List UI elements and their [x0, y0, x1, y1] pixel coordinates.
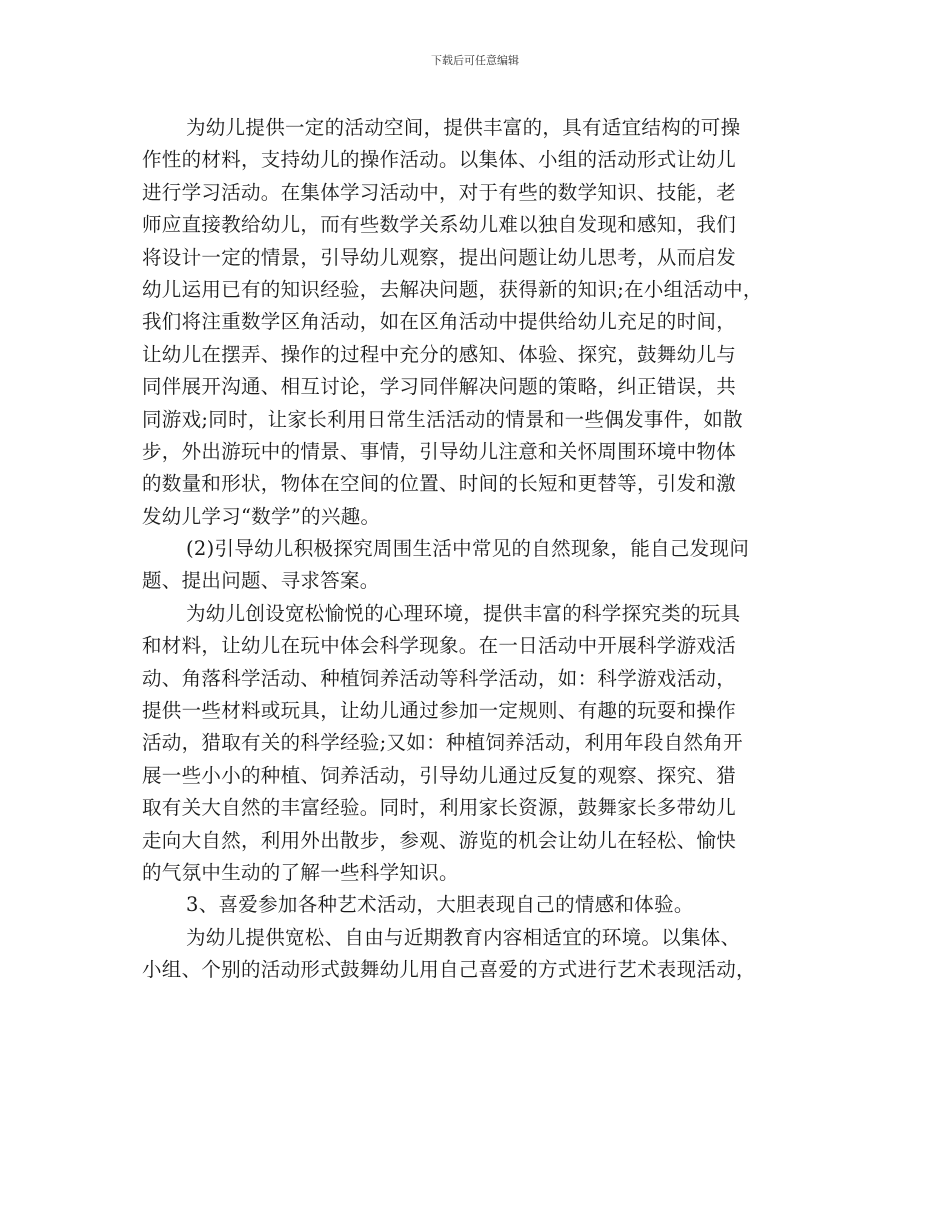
- text-line: 为幼儿提供宽松、自由与近期教育内容相适宜的环境。以集体、: [186, 925, 741, 949]
- text-line: 将设计一定的情景，引导幼儿观察，提出问题让幼儿思考，从而启发: [142, 245, 737, 269]
- text-line: 师应直接教给幼儿，而有些数学关系幼儿难以独自发现和感知，我们: [142, 213, 737, 237]
- text-line: 发幼儿学习“数学”的兴趣。: [142, 504, 381, 528]
- text-line: 同伴展开沟通、相互讨论，学习同伴解决问题的策略，纠正错误，共: [142, 375, 737, 399]
- text-line: 小组、个别的活动形式鼓舞幼儿用自己喜爱的方式进行艺术表现活动，: [142, 958, 756, 982]
- text-line: (2)引导幼儿积极探究周围生活中常见的自然现象，能自己发现问: [186, 537, 750, 561]
- text-line: 和材料，让幼儿在玩中体会科学现象。在一日活动中开展科学游戏活: [142, 634, 737, 658]
- text-line: 展一些小小的种植、饲养活动，引导幼儿通过反复的观察、探究、猎: [142, 763, 737, 787]
- text-line: 让幼儿在摆弄、操作的过程中充分的感知、体验、探究，鼓舞幼儿与: [142, 342, 737, 366]
- text-line: 活动，猎取有关的科学经验;又如：种植饲养活动，利用年段自然角开: [142, 731, 743, 755]
- text-line: 题、提出问题、寻求答案。: [142, 569, 380, 593]
- text-line: 作性的材料，支持幼儿的操作活动。以集体、小组的活动形式让幼儿: [142, 148, 737, 172]
- text-line: 3、喜爱参加各种艺术活动，大胆表现自己的情感和体验。: [186, 893, 694, 917]
- text-line: 同游戏;同时，让家长利用日常生活活动的情景和一些偶发事件，如散: [142, 407, 743, 431]
- text-line: 步，外出游玩中的情景、事情，引导幼儿注意和关怀周围环境中物体: [142, 439, 737, 463]
- text-line: 为幼儿提供一定的活动空间，提供丰富的，具有适宜结构的可操: [186, 116, 741, 139]
- text-line: 提供一些材料或玩具，让幼儿通过参加一定规则、有趣的玩耍和操作: [142, 699, 737, 723]
- text-line: 的数量和形状，物体在空间的位置、时间的长短和更替等，引发和激: [142, 472, 737, 496]
- document-body: [142, 112, 822, 987]
- text-line: 走向大自然，利用外出散步，参观、游览的机会让幼儿在轻松、愉快: [142, 828, 737, 852]
- text-line: 我们将注重数学区角活动，如在区角活动中提供给幼儿充足的时间，: [142, 310, 737, 334]
- text-line: 幼儿运用已有的知识经验，去解决问题，获得新的知识;在小组活动中，: [142, 277, 763, 301]
- page-header: 下载后可任意编辑: [431, 54, 519, 67]
- text-line: 进行学习活动。在集体学习活动中，对于有些的数学知识、技能，老: [142, 180, 737, 204]
- text-line: 为幼儿创设宽松愉悦的心理环境，提供丰富的科学探究类的玩具: [186, 601, 741, 625]
- text-line: 取有关大自然的丰富经验。同时，利用家长资源，鼓舞家长多带幼儿: [142, 796, 737, 820]
- text-line: 动、角落科学活动、种植饲养活动等科学活动，如：科学游戏活动，: [142, 666, 737, 690]
- text-line: 的气氛中生动的了解一些科学知识。: [142, 860, 459, 884]
